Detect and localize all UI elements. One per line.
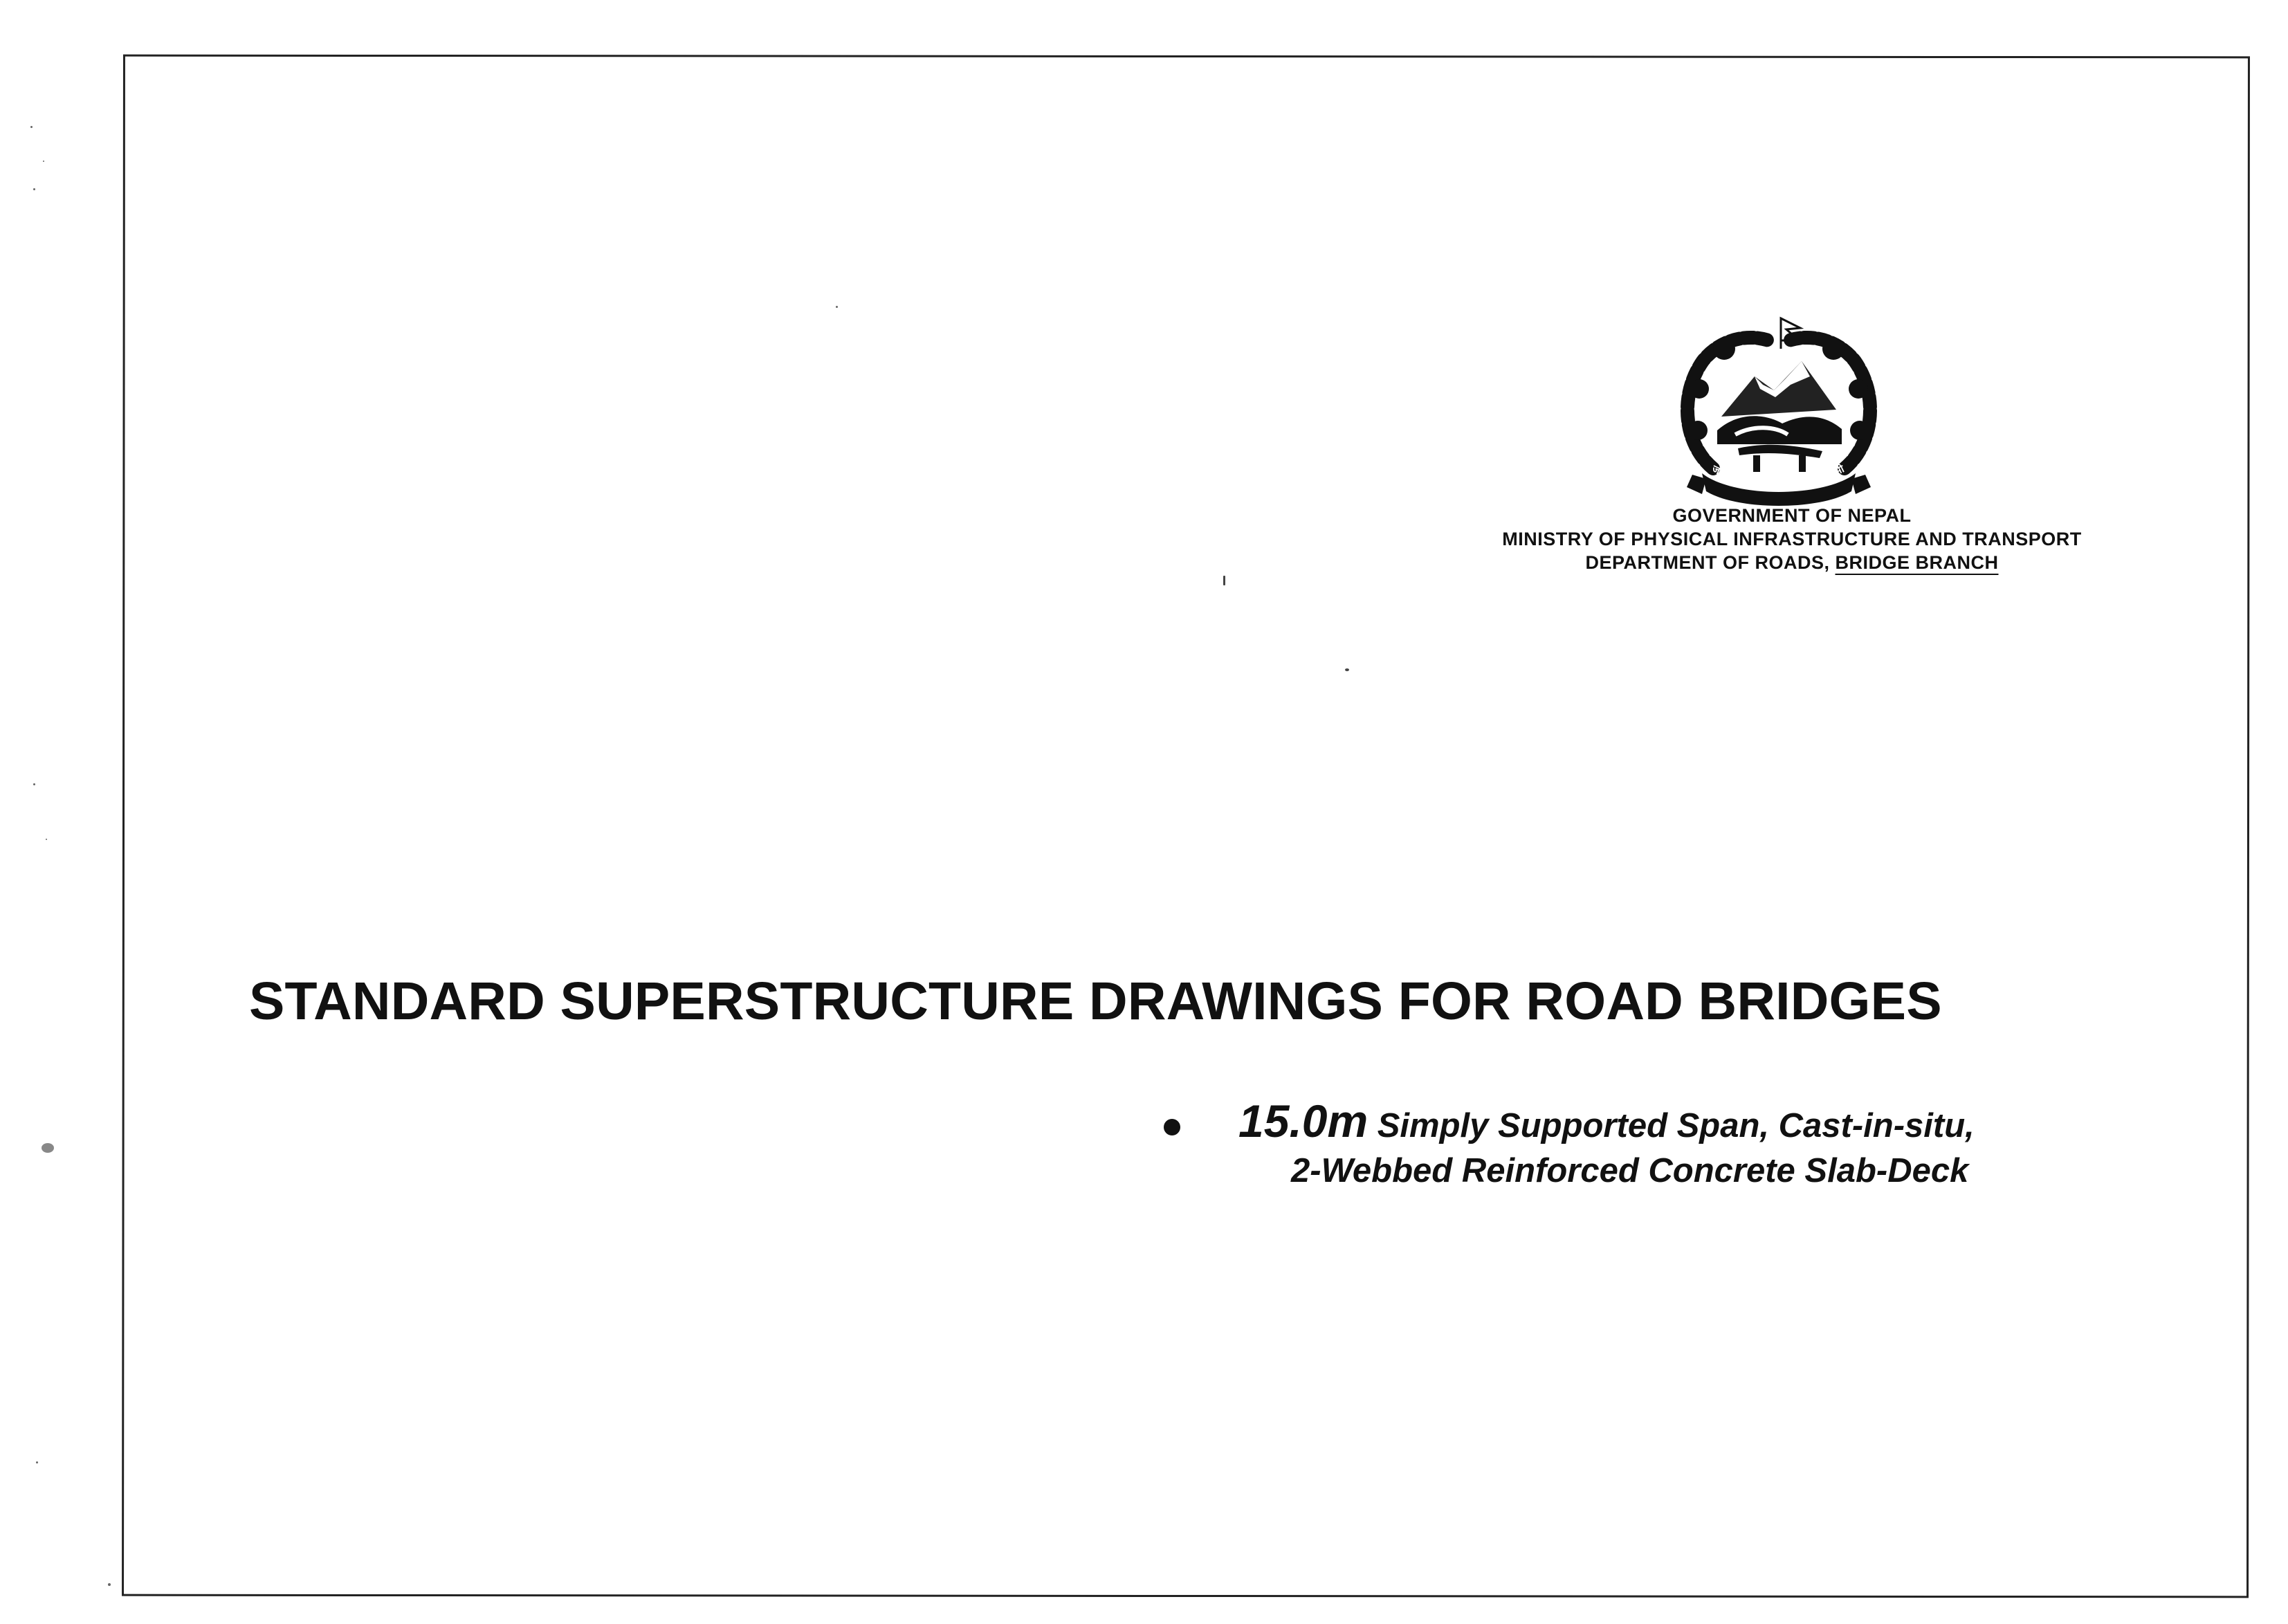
scan-speck [1223,576,1225,585]
scan-speck [33,783,35,785]
authority-government: GOVERNMENT OF NEPAL [1672,505,1912,526]
scan-speck [836,306,838,308]
scan-speck [33,188,35,190]
scan-speck [42,1143,54,1153]
authority-department-name: DEPARTMENT OF ROADS, [1585,552,1836,573]
authority-branch: BRIDGE BRANCH [1835,552,1999,573]
scan-speck [43,161,44,162]
spec-span-length: 15.0m [1238,1095,1369,1147]
svg-text:जननी जन्मभूमिश्च स्वर्गादपि गर [1710,462,1847,489]
scan-speck [46,839,47,840]
authority-department [1404,551,2179,574]
spec-line-1 [1238,1095,1975,1149]
spec-line-2: 2-Webbed Reinforced Concrete Slab-Deck [1291,1152,1969,1189]
bullet-icon [1164,1119,1180,1135]
issuing-authority [1404,504,2179,574]
scan-speck [108,1583,111,1586]
spec-line-1-text: Simply Supported Span, Cast-in-situ, [1368,1107,1975,1144]
scan-speck [30,126,33,128]
document-title: STANDARD SUPERSTRUCTURE DRAWINGS FOR ROAD BRIDGES [249,971,1942,1031]
scan-speck [1345,668,1349,671]
emblem-motto [1688,460,1868,502]
scan-speck [36,1461,38,1463]
authority-ministry: MINISTRY OF PHYSICAL INFRASTRUCTURE AND TRANSPORT [1502,529,2082,549]
page-border [122,55,2250,1598]
emblem-motto-text: जननी जन्मभूमिश्च स्वर्गादपि गरीयसी [1710,462,1847,490]
